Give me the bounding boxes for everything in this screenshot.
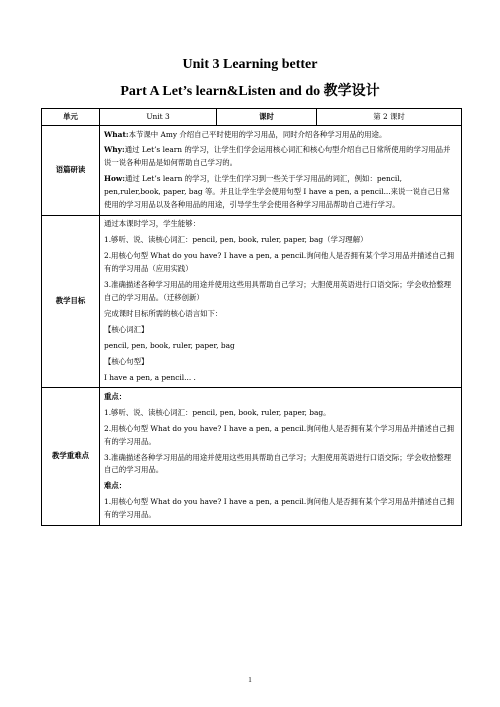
key-heading: 重点：	[104, 391, 127, 401]
unit-label: 单元	[42, 109, 100, 126]
why-paragraph	[104, 143, 457, 172]
difficulty-heading: 难点：	[104, 481, 127, 491]
period-label: 课时	[217, 109, 317, 126]
text-analysis-row	[42, 126, 462, 216]
how-text: 通过 Let’s learn 的学习，让学生们学习到一些关于学习用品的词汇，例如：pencil, pen,ruler,book, paper, bag 等。并且让学生学会使用句型 I have a pen, a pencil...来说一说自己日常使用的学习用品以及各种用品的用途，引导学生学会使用各种学习用品帮助自己进行学习。	[104, 174, 450, 210]
lesson-plan-table	[41, 108, 462, 526]
document-title: Unit 3 Learning better	[182, 57, 318, 72]
how-label: How:	[104, 174, 126, 184]
why-text: 通过 Let’s learn 的学习，让学生们学会运用核心词汇和核心句型介绍自己日常所使用的学习用品并说一说各种用品是如何帮助自己学习的。	[104, 145, 451, 168]
period-value: 第 2 课时	[317, 109, 462, 126]
objectives-content	[100, 215, 462, 387]
objectives-intro: 通过本课时学习，学生能够：	[104, 219, 201, 229]
key-point-1: 1.够听、说、读核心词汇：pencil, pen, book, ruler, paper, bag。	[104, 407, 331, 417]
key-points-content	[100, 388, 462, 526]
page-number: 1	[248, 676, 252, 684]
vocab-list: pencil, pen, book, ruler, paper, bag	[104, 340, 235, 350]
key-points-row	[42, 388, 462, 526]
what-paragraph	[104, 127, 457, 143]
document-subtitle: Part A Let’s learn&Listen and do 教学设计	[120, 84, 380, 99]
key-point-2: 2.用核心句型 What do you have? I have a pen, a pencil.询问他人是否拥有某个学习用品并描述自己拥有的学习用品。	[104, 423, 455, 446]
why-label: Why:	[104, 145, 125, 155]
difficulty-point-1: 1.用核心句型 What do you have? I have a pen, a pencil.询问他人是否拥有某个学习用品并描述自己拥有的学习用品。	[104, 497, 455, 520]
vocab-heading: 【核心词汇】	[104, 324, 149, 334]
key-points-label: 教学重难点	[42, 388, 100, 526]
text-analysis-content	[100, 126, 462, 216]
objective-item-3: 3.准确描述各种学习用品的用途并使用这些用具帮助自己学习；大胆使用英语进行口语交际；学会收拾整理自己的学习用品。（迁移创新）	[104, 280, 452, 302]
core-language-intro: 完成课时目标所需的核心语言如下：	[104, 308, 223, 318]
sentence-heading: 【核心句型】	[104, 356, 149, 366]
header-row	[42, 109, 462, 126]
objectives-label: 教学目标	[42, 215, 100, 387]
unit-value: Unit 3	[100, 109, 217, 126]
key-point-3: 3.准确描述各种学习用品的用途并使用这些用具帮助自己学习；大胆使用英语进行口语交际；学会收拾整理自己的学习用品。	[104, 452, 452, 475]
objective-item-1: 1.够听、说、读核心词汇：pencil, pen, book, ruler, paper, bag（学习理解）	[104, 235, 368, 245]
objective-item-2: 2.用核心句型 What do you have? I have a pen, a pencil.询问他人是否拥有某个学习用品并描述自己拥有的学习用品（应用实践）	[104, 251, 455, 274]
what-label: What:	[104, 129, 129, 139]
how-paragraph	[104, 172, 457, 214]
what-text: 本节课中 Amy 介绍自己平时使用的学习用品，同时介绍各种学习用品的用途。	[128, 129, 387, 139]
objectives-row	[42, 215, 462, 387]
sentence-pattern: I have a pen, a pencil... .	[104, 372, 196, 382]
text-analysis-label: 语篇研读	[42, 126, 100, 216]
